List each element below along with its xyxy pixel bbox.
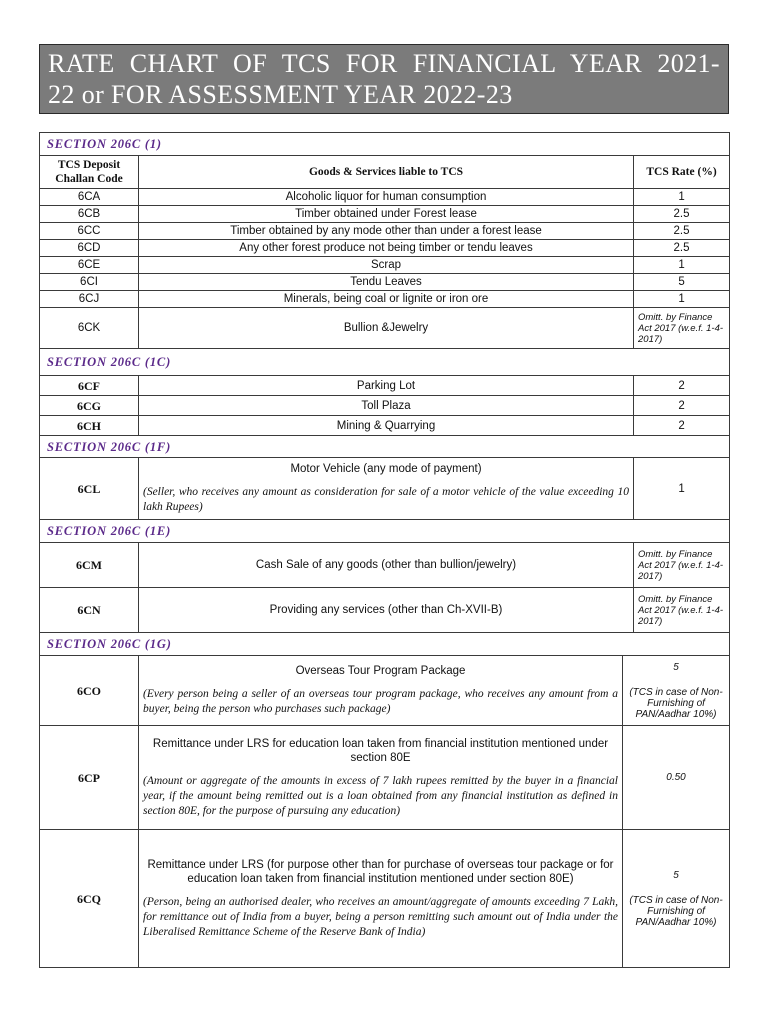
table-row [40,291,730,308]
table-row [40,240,730,257]
rate-note: (TCS in case of Non-Furnishing of PAN/Aadhar 10%) [629,894,723,928]
rate-cell [623,726,730,830]
header-goods: Goods & Services liable to TCS [139,156,634,189]
table-row [40,543,730,588]
table-row [40,257,730,274]
table-row [40,376,730,396]
tcs-rate-table [39,132,730,968]
challan-code: 6CH [40,416,139,436]
challan-code: 6CI [40,274,139,291]
rate-cell-omitted: Omitt. by Finance Act 2017 (w.e.f. 1-4-2017) [634,588,730,633]
goods-cell: Alcoholic liquor for human consumption [139,189,634,206]
rate-value: 5 [673,869,679,881]
rate-cell: 2 [634,376,730,396]
rate-cell: 2 [634,416,730,436]
goods-title: Overseas Tour Program Package [295,665,466,677]
rate-note: (TCS in case of Non-Furnishing of PAN/Aadhar 10%) [629,686,723,720]
goods-title: Remittance under LRS for education loan taken from financial institution mentioned under section 80E [152,737,609,764]
goods-cell: Scrap [139,257,634,274]
challan-code: 6CF [40,376,139,396]
challan-code: 6CA [40,189,139,206]
challan-code: 6CB [40,206,139,223]
rate-value: 0.50 [666,772,686,783]
goods-cell: Any other forest produce not being timber or tendu leaves [139,240,634,257]
rate-cell: 5 [634,274,730,291]
table-row [40,416,730,436]
challan-code: 6CG [40,396,139,416]
header-rate: TCS Rate (%) [634,156,730,189]
header-code: TCS Deposit Challan Code [40,156,139,189]
rate-cell: 1 [634,189,730,206]
goods-note: (Seller, who receives any amount as consideration for sale of a motor vehicle of the value exceeding 10 lakh Rupees) [143,486,629,513]
page-title [39,44,729,114]
goods-cell: Toll Plaza [139,396,634,416]
section-header: SECTION 206C (1E) [40,520,730,543]
rate-cell: 1 [634,291,730,308]
goods-note: (Person, being an authorised dealer, who receives an amount/aggregate of amounts exceeding 7 Lakh, for remittance out of India from a buyer, being a person remitting such amount out of India under the Liberalised Remittance Scheme of the Reserve Bank of India) [143,895,618,938]
table-row [40,656,730,726]
table-row [40,830,730,968]
goods-cell: Bullion &Jewelry [139,308,634,349]
section-header: SECTION 206C (1F) [40,436,730,458]
table-row [40,274,730,291]
goods-note: (Every person being a seller of an overseas tour program package, who receives any amount from a buyer, being the person who purchases such package) [143,688,618,715]
rate-cell: 2 [634,396,730,416]
goods-cell: Minerals, being coal or lignite or iron ore [139,291,634,308]
rate-cell: 1 [634,257,730,274]
goods-cell: Cash Sale of any goods (other than bullion/jewelry) [139,543,634,588]
table-row [40,588,730,633]
goods-cell [139,830,623,968]
table-header-row [40,156,730,189]
section-header: SECTION 206C (1C) [40,349,730,376]
challan-code: 6CC [40,223,139,240]
goods-cell: Timber obtained under Forest lease [139,206,634,223]
goods-cell: Providing any services (other than Ch-XVII-B) [139,588,634,633]
goods-title: Remittance under LRS (for purpose other than for purchase of overseas tour package or for education loan taken from financial institution mentioned under section 80E) [147,858,614,885]
table-row [40,308,730,349]
goods-cell: Parking Lot [139,376,634,396]
challan-code: 6CN [40,588,139,633]
table-row [40,189,730,206]
table-row [40,396,730,416]
table-row [40,726,730,830]
title-line-1: RATE CHART OF TCS FOR FINANCIAL YEAR 2021- [48,49,720,78]
table-row [40,206,730,223]
challan-code: 6CL [40,458,139,520]
table-row [40,223,730,240]
rate-cell: 2.5 [634,206,730,223]
title-line-2: 22 or FOR ASSESSMENT YEAR 2022-23 [48,80,513,109]
challan-code: 6CP [40,726,139,830]
goods-cell: Tendu Leaves [139,274,634,291]
challan-code: 6CO [40,656,139,726]
table-row [40,458,730,520]
rate-cell-omitted: Omitt. by Finance Act 2017 (w.e.f. 1-4-2017) [634,308,730,349]
challan-code: 6CK [40,308,139,349]
challan-code: 6CE [40,257,139,274]
rate-cell-omitted: Omitt. by Finance Act 2017 (w.e.f. 1-4-2017) [634,543,730,588]
challan-code: 6CQ [40,830,139,968]
rate-cell [623,830,730,968]
challan-code: 6CM [40,543,139,588]
challan-code: 6CJ [40,291,139,308]
rate-cell: 2.5 [634,223,730,240]
rate-cell: 2.5 [634,240,730,257]
goods-title: Motor Vehicle (any mode of payment) [290,463,482,475]
section-header: SECTION 206C (1) [40,133,730,156]
rate-value: 5 [673,661,679,673]
goods-cell [139,656,623,726]
section-header: SECTION 206C (1G) [40,633,730,656]
goods-cell [139,458,634,520]
goods-cell [139,726,623,830]
rate-cell [623,656,730,726]
goods-note: (Amount or aggregate of the amounts in excess of 7 lakh rupees remitted by the buyer in a financial year, if the amount being remitted out is a loan obtained from any financial institution as defined in section 80E, for the purpose of pursuing any education) [143,774,618,817]
challan-code: 6CD [40,240,139,257]
goods-cell: Timber obtained by any mode other than under a forest lease [139,223,634,240]
goods-cell: Mining & Quarrying [139,416,634,436]
rate-cell: 1 [634,458,730,520]
